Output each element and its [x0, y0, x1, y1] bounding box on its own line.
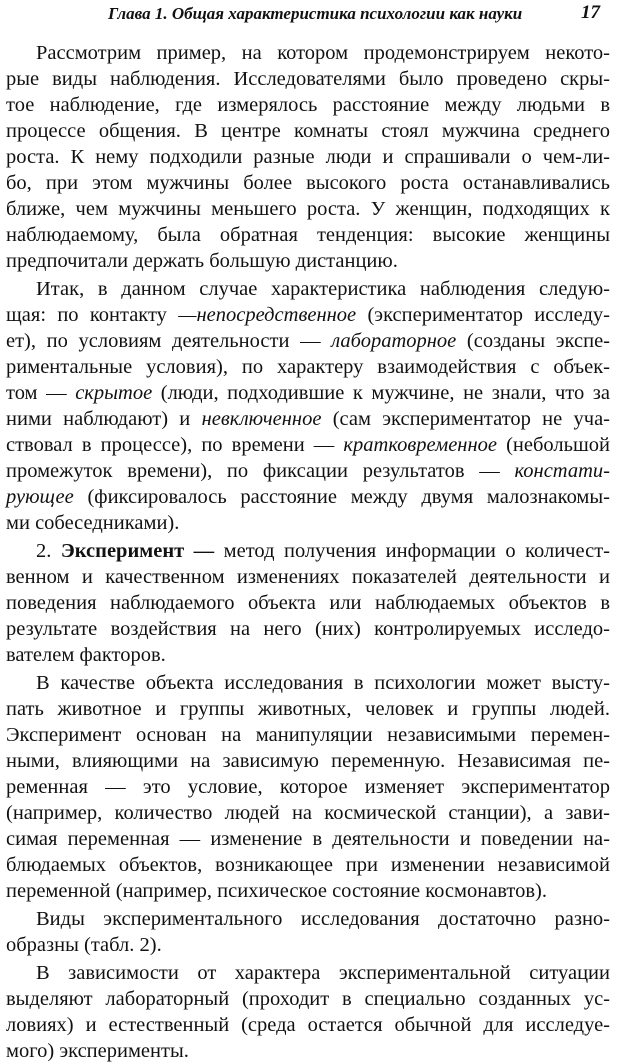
- text-line: ми собеседниками).: [6, 512, 180, 534]
- italic-term: —непосредственное: [178, 304, 357, 326]
- text-line: [6, 328, 610, 354]
- text-line: [6, 406, 610, 432]
- text-line: мого) эксперименты.: [6, 1040, 189, 1062]
- italic-term: кратковременное: [343, 434, 497, 456]
- paragraph-observation-example: [6, 40, 610, 274]
- text-line: поведения наблюдаемого объекта или наблюдаемых объектов в: [6, 592, 610, 614]
- italic-term: лабораторное: [331, 330, 457, 352]
- text-line: В зависимости от характера экспериментальной ситуации: [36, 962, 610, 984]
- text-line: процессе общения. В центре комнаты стоял мужчина среднего: [6, 120, 610, 142]
- text-line: Итак, в данном случае характеристика наблюдения следую-: [36, 278, 610, 300]
- text-line: [6, 484, 610, 510]
- text-line: бо, при этом мужчины более высокого роста останавливались: [6, 172, 610, 194]
- text-segment: ет), по условиям деятельности —: [6, 330, 332, 352]
- text-line: Виды экспериментального исследования достаточно разно-: [36, 908, 610, 930]
- text-segment: щая: по контакту: [6, 304, 179, 326]
- italic-term: констати-: [514, 460, 610, 482]
- text-line: наблюдаемому, была обратная тенденция: высокие женщины: [6, 224, 610, 246]
- text-line: симая переменная — изменение в деятельности и поведении на-: [6, 828, 610, 850]
- text-line: ременная — это условие, которое изменяет экспериментатор: [6, 776, 610, 798]
- text-line: ловиях) и естественный (среда остается обычной для исследуе-: [6, 1014, 610, 1036]
- text-segment: ствовал в процессе), по времени —: [6, 434, 344, 456]
- bold-term: Эксперимент —: [60, 540, 215, 562]
- text-line: (например, количество людей на космической станции), а зави-: [6, 802, 610, 824]
- text-segment: ними наблюдают) и: [6, 408, 202, 430]
- text-segment: (фиксировалось расстояние между двумя малознакомы-: [73, 486, 610, 508]
- text-line: выделяют лабораторный (проходит в специально созданных ус-: [6, 988, 610, 1010]
- text-segment: 2.: [36, 540, 61, 562]
- page-number: 17: [581, 2, 600, 23]
- paragraph-experiment-definition: [6, 538, 610, 668]
- text-line: риментальные условия), по характеру взаимодействия с объек-: [6, 356, 610, 378]
- text-line: В качестве объекта исследования в психологии может высту-: [36, 672, 610, 694]
- text-line: рые виды наблюдения. Исследователями было проведено скры-: [6, 68, 610, 90]
- text-line: ближе, чем мужчины меньшего роста. У женщин, подходящих к: [6, 198, 610, 220]
- running-title: Глава 1. Общая характеристика психологии как науки: [108, 4, 523, 23]
- text-line: [6, 432, 610, 458]
- text-line: предпочитали держать большую дистанцию.: [6, 250, 398, 272]
- paragraph-experiment-types: [6, 906, 610, 958]
- text-line: [6, 302, 610, 328]
- text-line: вателем факторов.: [6, 644, 166, 666]
- italic-term: невключенное: [201, 408, 322, 430]
- italic-term: скрытое: [75, 382, 153, 404]
- text-line: Эксперимент основан на манипуляции независимыми перемен-: [6, 724, 610, 746]
- italic-term: рующее: [6, 486, 74, 508]
- text-line: тое наблюдение, где измерялось расстояние между людьми в: [6, 94, 610, 116]
- text-line: [6, 538, 610, 564]
- text-segment: (созданы экспе-: [456, 330, 610, 352]
- paragraph-experiment-situation: [6, 960, 610, 1064]
- body-text: [6, 40, 610, 1064]
- text-line: блюдаемых объектов, возникающее при изменении независимой: [6, 854, 610, 876]
- text-segment: (сам экспериментатор не уча-: [321, 408, 610, 430]
- text-line: венном и качественном изменениях показателей деятельности и: [6, 566, 610, 588]
- text-line: [6, 380, 610, 406]
- text-line: образны (табл. 2).: [6, 934, 162, 956]
- text-line: пать животное и группы животных, человек и группы людей.: [6, 698, 610, 720]
- text-line: роста. К нему подходили разные люди и спрашивали о чем-ли-: [6, 146, 610, 168]
- page-header: [20, 2, 602, 28]
- text-segment: том —: [6, 382, 76, 404]
- text-line: [6, 458, 610, 484]
- text-segment: промежуток времени), по фиксации результатов —: [6, 460, 515, 482]
- text-segment: (люди, подходившие к мужчине, не знали, что за: [152, 382, 610, 404]
- text-segment: (экспериментатор исследу-: [356, 304, 610, 326]
- text-line: ными, влияющими на зависимую переменную. Независимая пе-: [6, 750, 610, 772]
- paragraph-observation-characteristics: [6, 276, 610, 536]
- paragraph-experiment-object: [6, 670, 610, 904]
- text-line: переменной (например, психическое состояние космонавтов).: [6, 880, 547, 902]
- text-line: Рассмотрим пример, на котором продемонстрируем некото-: [36, 42, 610, 64]
- text-segment: (небольшой: [496, 434, 610, 456]
- text-segment: метод получения информации о количест-: [214, 540, 610, 562]
- text-line: результате воздействия на него (них) контролируемых исследо-: [6, 618, 610, 640]
